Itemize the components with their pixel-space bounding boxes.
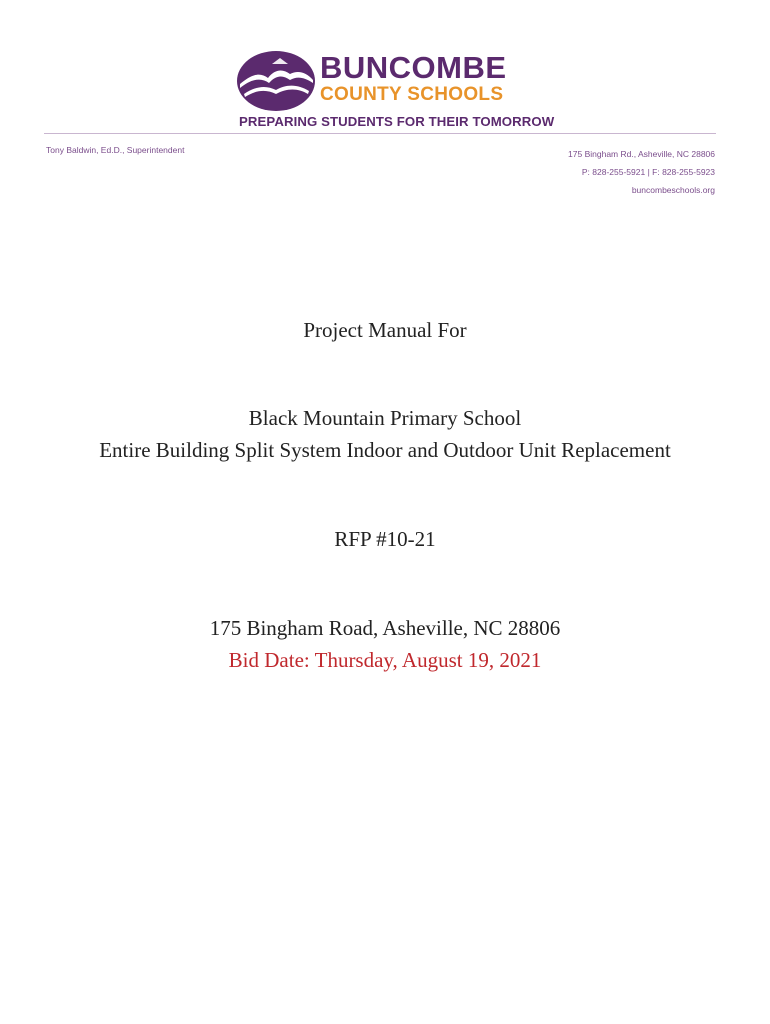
logo-tagline: PREPARING STUDENTS FOR THEIR TOMORROW	[239, 114, 555, 129]
rfp-number: RFP #10-21	[334, 527, 436, 551]
mountain-logo-icon	[236, 50, 316, 112]
school-name: Black Mountain Primary School	[248, 406, 522, 430]
logo-name: BUNCOMBE	[320, 50, 507, 85]
site-block	[0, 612, 770, 676]
contact-block	[568, 145, 715, 199]
project-description: Entire Building Split System Indoor and Outdoor Unit Replacement	[99, 438, 671, 462]
site-address: 175 Bingham Road, Asheville, NC 28806	[209, 616, 561, 640]
phone-fax: P: 828-255-5921 | F: 828-255-5923	[581, 167, 715, 177]
logo-subname: COUNTY SCHOOLS	[320, 84, 504, 105]
project-name	[0, 402, 770, 466]
office-address: 175 Bingham Rd., Asheville, NC 28806	[568, 149, 715, 159]
manual-title: Project Manual For	[303, 318, 467, 342]
header-divider	[44, 133, 716, 134]
bid-date: Bid Date: Thursday, August 19, 2021	[228, 648, 542, 672]
district-logo	[236, 50, 555, 132]
website-link[interactable]: buncombeschools.org	[631, 185, 715, 195]
superintendent-name: Tony Baldwin, Ed.D., Superintendent	[46, 145, 185, 155]
